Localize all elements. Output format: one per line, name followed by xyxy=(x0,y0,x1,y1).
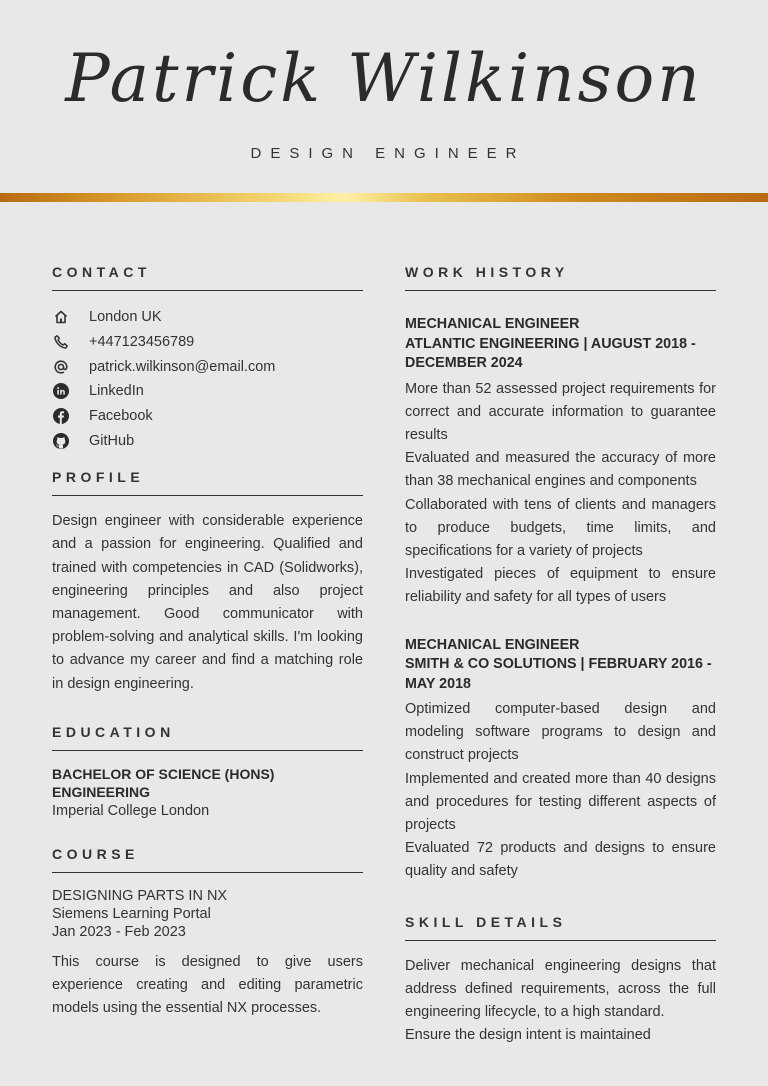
job-company-dates: SMITH & CO SOLUTIONS | FEBRUARY 2016 - MAY 2018 xyxy=(405,656,712,692)
course-heading: COURSE xyxy=(52,846,363,873)
at-icon xyxy=(52,358,70,376)
contact-location-text: London UK xyxy=(89,309,162,326)
facebook-icon xyxy=(52,407,70,425)
linkedin-icon xyxy=(52,382,70,400)
contact-list xyxy=(52,305,363,453)
skill-item: Ensure the design intent is maintained xyxy=(405,1027,651,1044)
skill-item: Deliver mechanical engineering designs that address defined requirements, across the full engineering lifecycle, to a high standard. xyxy=(405,957,716,1021)
github-icon xyxy=(52,432,70,450)
left-column xyxy=(52,264,363,1020)
job-title: DESIGN ENGINEER xyxy=(250,145,526,162)
course-name: DESIGNING PARTS IN NX xyxy=(52,887,228,904)
job-bullet: Collaborated with tens of clients and managers to produce budgets, time limits, and specifications for a variety of projects xyxy=(405,496,716,559)
degree-line-1: BACHELOR OF SCIENCE (HONS) xyxy=(52,765,275,782)
contact-item-github[interactable] xyxy=(52,428,363,453)
job-bullet: Evaluated and measured the accuracy of more than 38 mechanical engines and components xyxy=(405,450,716,490)
school-name: Imperial College London xyxy=(52,802,210,819)
skill-details-heading: SKILL DETAILS xyxy=(405,914,716,941)
job-bullet: Evaluated 72 products and designs to ensure quality and safety xyxy=(405,840,716,880)
job-entry xyxy=(405,636,716,884)
job-bullet: Optimized computer-based design and modeling software programs to design and construct projects xyxy=(405,701,716,764)
job-role: MECHANICAL ENGINEER xyxy=(405,316,580,332)
course-dates: Jan 2023 - Feb 2023 xyxy=(52,923,186,940)
job-bullet: More than 52 assessed project requirements for correct and accurate information to guarantee results xyxy=(405,380,716,443)
contact-item-location xyxy=(52,305,363,330)
work-history-heading: WORK HISTORY xyxy=(405,264,716,291)
contact-email-text[interactable]: patrick.wilkinson@email.com xyxy=(89,358,276,375)
contact-phone-text[interactable]: +447123456789 xyxy=(89,334,195,351)
course-description: This course is designed to give users experience creating and editing parametric models using the essential NX processes. xyxy=(52,953,363,1017)
contact-linkedin-text[interactable]: LinkedIn xyxy=(89,383,144,400)
contact-heading: CONTACT xyxy=(52,264,363,291)
contact-item-phone[interactable] xyxy=(52,330,363,355)
education-heading: EDUCATION xyxy=(52,724,363,751)
contact-github-text[interactable]: GitHub xyxy=(89,432,135,449)
home-icon xyxy=(52,308,70,326)
contact-item-email[interactable] xyxy=(52,354,363,379)
profile-text: Design engineer with considerable experience and a passion for engineering. Qualified and trained with competencies in CAD (Solidworks), engineering principles and also project management. Good communicator with problem-solving and analytical skills. I'm looking to advance my career and find a matching role in design engineering. xyxy=(52,513,363,692)
contact-facebook-text[interactable]: Facebook xyxy=(89,408,153,425)
gold-divider xyxy=(0,193,768,202)
right-column xyxy=(405,264,716,1047)
job-role: MECHANICAL ENGINEER xyxy=(405,636,580,653)
phone-icon xyxy=(52,333,70,351)
job-bullet: Investigated pieces of equipment to ensure reliability and safety for all types of users xyxy=(405,566,716,606)
job-company-dates: ATLANTIC ENGINEERING | AUGUST 2018 - DECEMBER 2024 xyxy=(405,335,696,371)
course-provider: Siemens Learning Portal xyxy=(52,905,211,922)
job-bullet: Implemented and created more than 40 designs and procedures for testing different aspects of projects xyxy=(405,770,716,834)
contact-item-linkedin[interactable] xyxy=(52,379,363,404)
job-entry xyxy=(405,315,716,610)
profile-heading: PROFILE xyxy=(52,469,363,496)
resume-header xyxy=(0,0,768,195)
degree-line-2: ENGINEERING xyxy=(52,784,151,801)
candidate-name: Patrick Wilkinson xyxy=(65,40,703,117)
contact-item-facebook[interactable] xyxy=(52,404,363,429)
